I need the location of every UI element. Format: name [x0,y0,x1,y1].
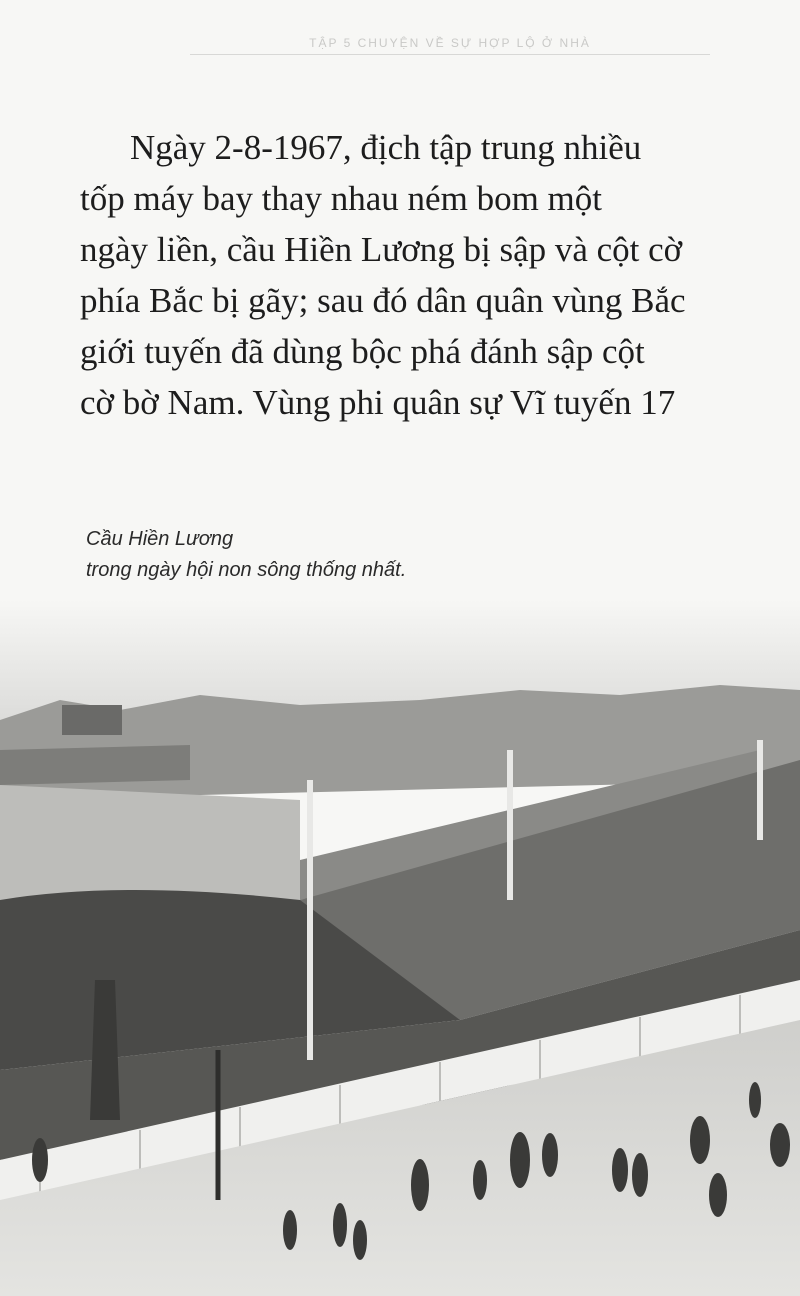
body-line: phía Bắc bị gãy; sau đó dân quân vùng Bắc [80,281,686,320]
running-head: TẬP 5 CHUYỆN VỀ SỰ HỢP LỘ Ở NHÀ [190,32,710,55]
caption-title: Cầu Hiền Lương [86,528,234,550]
photo-caption [86,524,406,586]
body-line: Ngày 2-8-1967, địch tập trung nhiều [130,128,642,167]
roof-structure [62,705,122,735]
photo-illustration [0,600,800,1296]
tree-trunk [90,980,120,1120]
body-line: ngày liền, cầu Hiền Lương bị sập và cột cờ [80,230,683,269]
caption-subtitle: trong ngày hội non sông thống nhất. [86,559,407,581]
bridge-span [0,745,190,785]
body-line: tốp máy bay thay nhau ném bom một [80,179,602,218]
body-paragraph [80,122,692,428]
body-line: cờ bờ Nam. Vùng phi quân sự Vĩ tuyến 17 [80,383,676,422]
bridge-crowd-photo [0,600,800,1296]
body-line: giới tuyến đã dùng bộc phá đánh sập cột [80,332,645,371]
